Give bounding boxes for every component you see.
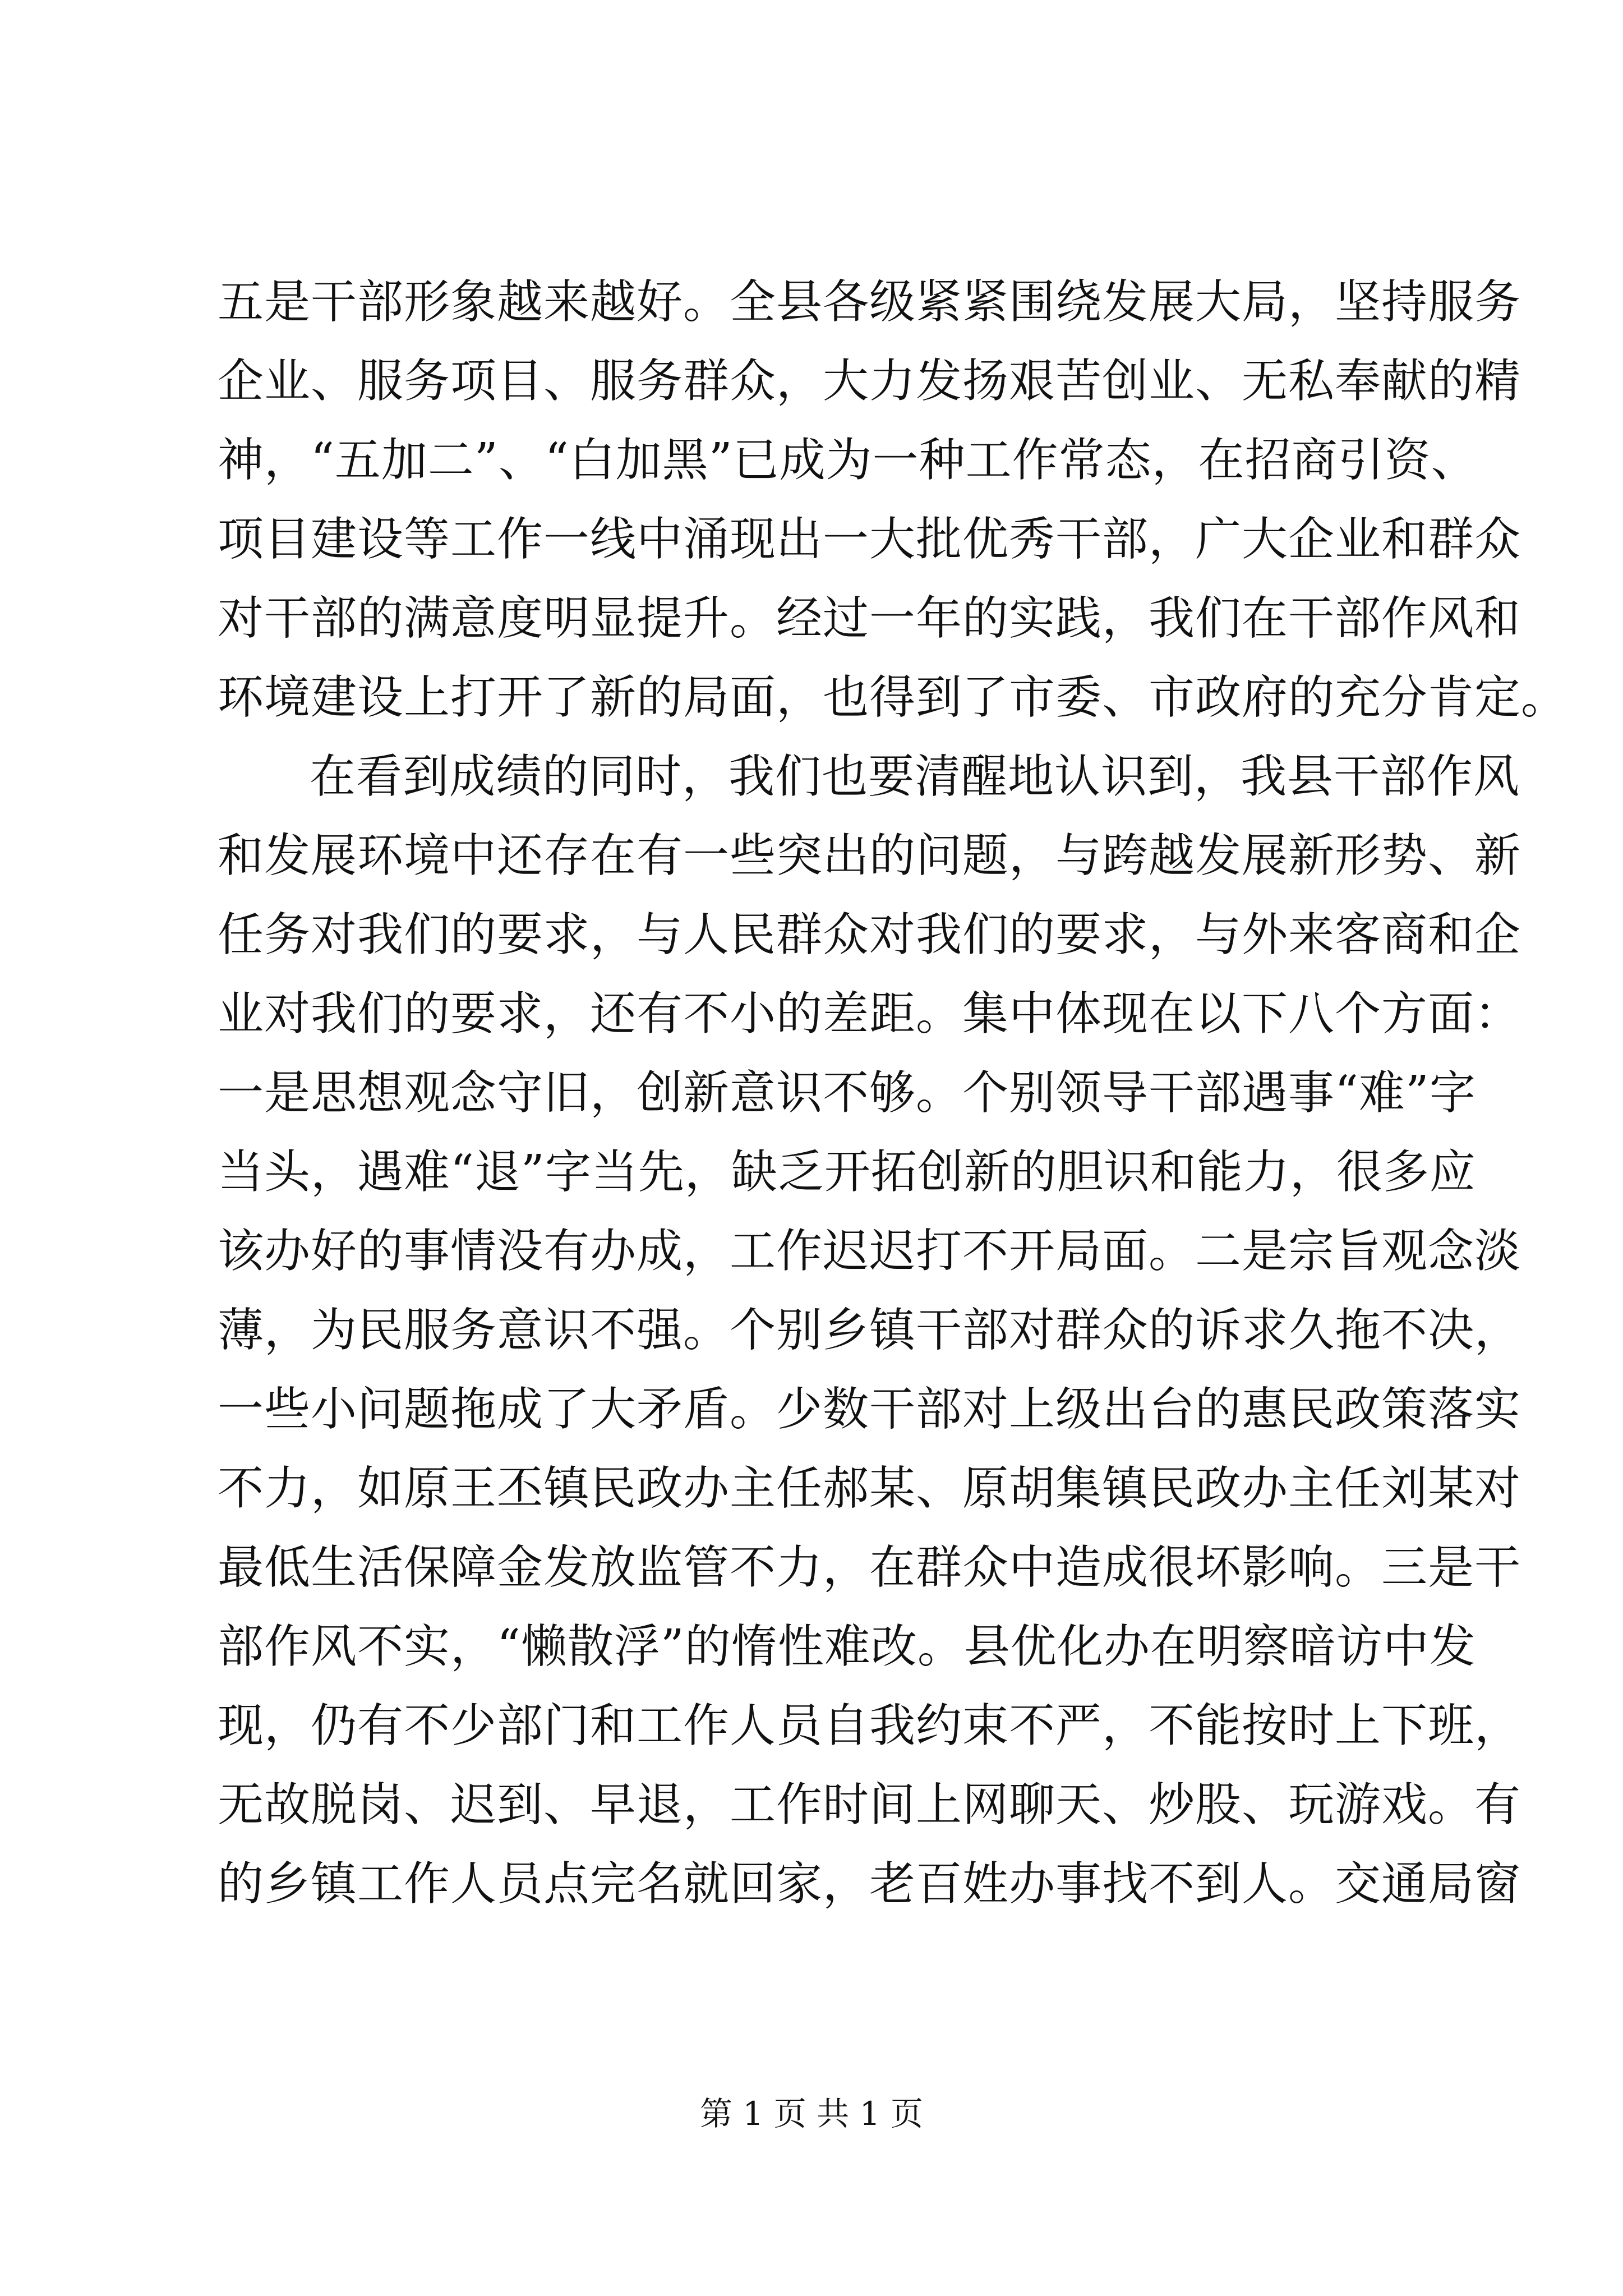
text-line: 一些小问题拖成了大矛盾。少数干部对上级出台的惠民政策落实 — [218, 1383, 1521, 1436]
text-line: 五是干部形象越来越好。全县各级紧紧围绕发展大局，坚持服务 — [218, 275, 1521, 329]
document-body — [218, 263, 1568, 1924]
text-line: 的乡镇工作人员点完名就回家，老百姓办事找不到人。交通局窗 — [218, 1857, 1521, 1911]
text-line: 对干部的满意度明显提升。经过一年的实践，我们在干部作风和 — [218, 592, 1521, 645]
paragraph-start-line: 在看到成绩的同时，我们也要清醒地认识到，我县干部作风 — [310, 750, 1520, 803]
text-line: 神，“五加二”、“白加黑”已成为一种工作常态，在招商引资、 — [218, 434, 1478, 487]
text-line: 当头，遇难“退”字当先，缺乏开拓创新的胆识和能力，很多应 — [218, 1145, 1476, 1199]
text-line: 不力，如原王丕镇民政办主任郝某、原胡集镇民政办主任刘某对 — [218, 1462, 1521, 1515]
page-footer — [0, 2091, 1623, 2136]
text-line: 和发展环境中还存在有一些突出的问题，与跨越发展新形势、新 — [218, 829, 1521, 882]
text-line: 该办好的事情没有办成，工作迟迟打不开局面。二是宗旨观念淡 — [218, 1225, 1521, 1278]
text-line: 现，仍有不少部门和工作人员自我约束不严，不能按时上下班， — [218, 1699, 1521, 1752]
text-line: 环境建设上打开了新的局面，也得到了市委、市政府的充分肯定。 — [218, 671, 1568, 724]
text-line: 无故脱岗、迟到、早退，工作时间上网聊天、炒股、玩游戏。有 — [218, 1778, 1521, 1832]
text-line: 一是思想观念守旧，创新意识不够。个别领导干部遇事“难”字 — [218, 1066, 1476, 1120]
text-line: 企业、服务项目、服务群众，大力发扬艰苦创业、无私奉献的精 — [218, 355, 1521, 408]
text-line: 薄，为民服务意识不强。个别乡镇干部对群众的诉求久拖不决， — [218, 1304, 1521, 1357]
text-line: 最低生活保障金发放监管不力，在群众中造成很坏影响。三是干 — [218, 1541, 1521, 1594]
text-line: 项目建设等工作一线中涌现出一大批优秀干部，广大企业和群众 — [218, 513, 1521, 566]
text-line: 任务对我们的要求，与人民群众对我们的要求，与外来客商和企 — [218, 908, 1521, 961]
text-line: 部作风不实，“懒散浮”的惰性难改。县优化办在明察暗访中发 — [218, 1620, 1476, 1673]
text-line: 业对我们的要求，还有不小的差距。集中体现在以下八个方面： — [218, 987, 1521, 1041]
page-number-label: 第 1 页 共 1 页 — [700, 2095, 923, 2133]
